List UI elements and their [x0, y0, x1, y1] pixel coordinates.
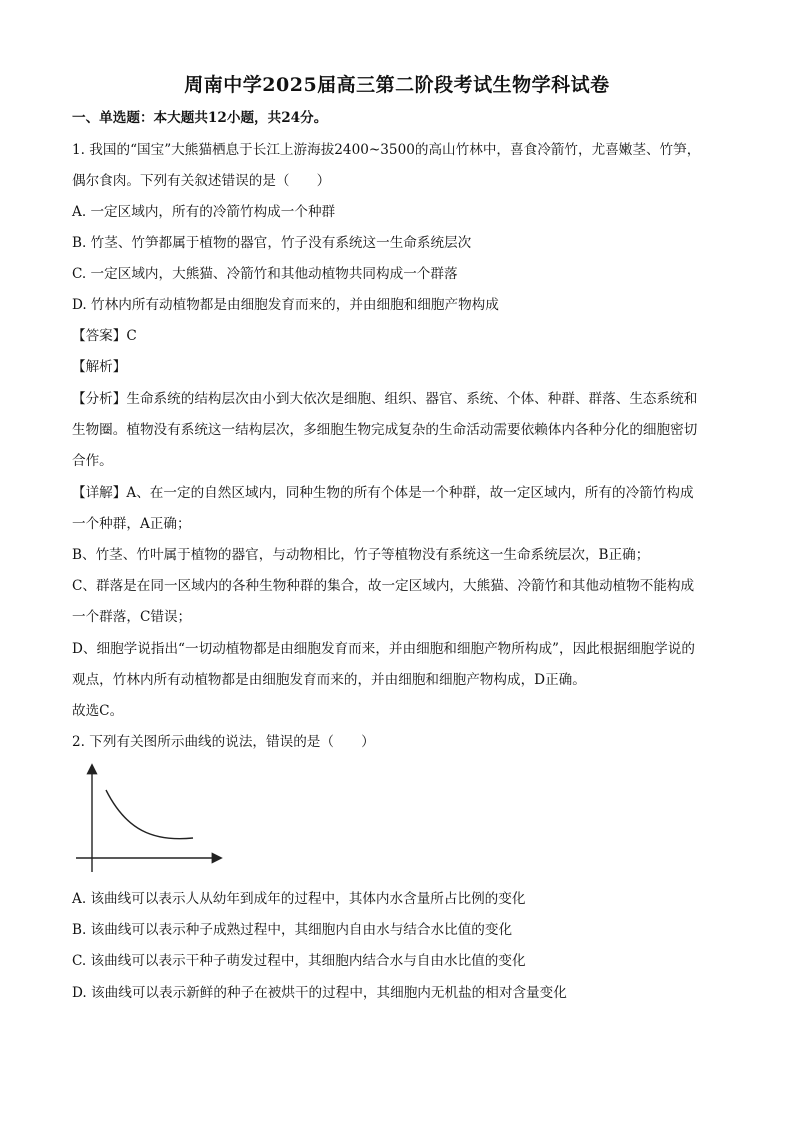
q1-fenxi-line-2: 生物圈。植物没有系统这一结构层次，多细胞生物完成复杂的生命活动需要依赖体内各种分化的细胞密切 — [72, 422, 698, 438]
q1-conclusion: 故选C。 — [72, 703, 124, 719]
q1-detail-line-7: 观点，竹林内所有动植物都是由细胞发育而来的，并由细胞和细胞产物构成，D正确。 — [72, 672, 586, 688]
decreasing-curve — [106, 790, 193, 839]
q1-option-b: B. 竹茎、竹笋都属于植物的器官，竹子没有系统这一生命系统层次 — [72, 235, 472, 251]
q1-detail-line-1 — [72, 483, 722, 503]
q1-stem-line-2: 偶尔食肉。下列有关叙述错误的是（ ） — [72, 173, 331, 189]
q1-stem-line-1: 1. 我国的“国宝”大熊猫栖息于长江上游海拔2400~3500的高山竹林中，喜食冷箭竹，尤喜嫩茎、竹笋， — [72, 142, 701, 158]
q2-option-b: B. 该曲线可以表示种子成熟过程中，其细胞内自由水与结合水比值的变化 — [72, 922, 513, 938]
q1-option-d: D. 竹林内所有动植物都是由细胞发育而来的，并由细胞和细胞产物构成 — [72, 297, 499, 313]
q1-detail-line-5: 一个群落，C错误； — [72, 609, 192, 625]
fenxi-text-1: 生命系统的结构层次由小到大依次是细胞、组织、器官、系统、个体、种群、群落、生态系统和 — [126, 391, 698, 407]
answer-label: 【答案】 — [72, 328, 127, 344]
q1-detail-line-4: C、群落是在同一区域内的各种生物种群的集合，故一定区域内，大熊猫、冷箭竹和其他动植物不能构成 — [72, 578, 695, 594]
q1-option-c: C. 一定区域内，大熊猫、冷箭竹和其他动植物共同构成一个群落 — [72, 266, 458, 282]
q2-option-d: D. 该曲线可以表示新鲜的种子在被烘干的过程中，其细胞内无机盐的相对含量变化 — [72, 985, 567, 1001]
q1-fenxi-line-3: 合作。 — [72, 453, 113, 469]
q1-detail-line-3: B、竹茎、竹叶属于植物的器官，与动物相比，竹子等植物没有系统这一生命系统层次，B正确； — [72, 547, 650, 563]
q2-option-c: C. 该曲线可以表示干种子萌发过程中，其细胞内结合水与自由水比值的变化 — [72, 953, 526, 969]
q1-detail-line-6: D、细胞学说指出“一切动植物都是由细胞发育而来，并由细胞和细胞产物所构成”，因此根据细胞学说的 — [72, 641, 695, 657]
q1-analysis-label: 【解析】 — [72, 359, 127, 375]
q1-answer — [72, 326, 722, 346]
q2-option-a: A. 该曲线可以表示人从幼年到成年的过程中，其体内水含量所占比例的变化 — [72, 891, 526, 907]
q2-curve-figure — [68, 760, 228, 880]
detail-text-1: A、在一定的自然区域内，同种生物的所有个体是一个种群，故一定区域内，所有的冷箭竹构成 — [126, 485, 694, 501]
q1-option-a: A. 一定区域内，所有的冷箭竹构成一个种群 — [72, 204, 336, 220]
q1-detail-line-2: 一个种群，A正确； — [72, 516, 191, 532]
q1-fenxi-line-1 — [72, 389, 722, 409]
section-heading: 一、单选题：本大题共12小题，共24分。 — [72, 110, 328, 126]
exam-title: 周南中学2025届高三第二阶段考试生物学科试卷 — [184, 74, 610, 96]
detail-label: 【详解】 — [72, 485, 127, 501]
answer-value: C — [126, 328, 137, 344]
fenxi-label: 【分析】 — [72, 391, 127, 407]
q2-stem: 2. 下列有关图所示曲线的说法，错误的是（ ） — [72, 734, 375, 750]
